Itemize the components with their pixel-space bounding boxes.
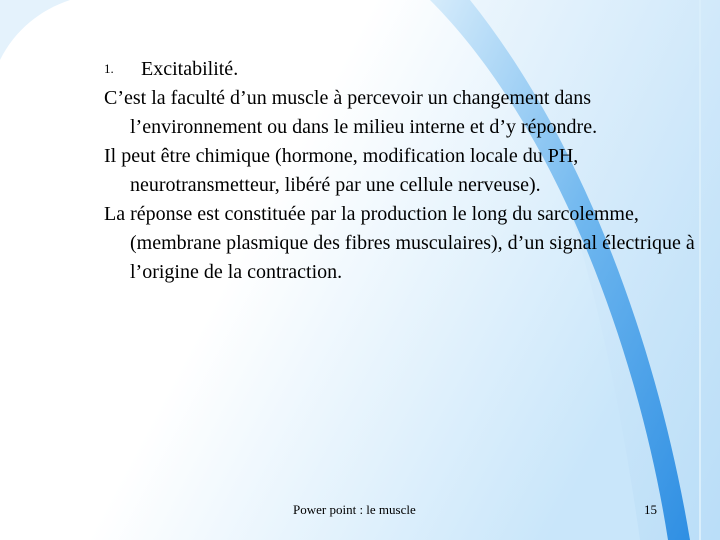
slide-heading [104, 55, 714, 84]
slide-body [104, 55, 714, 287]
page-number: 15 [644, 502, 657, 517]
heading-title: Excitabilité. [141, 58, 239, 80]
footer-title: Power point : le muscle [293, 502, 416, 517]
paragraph-response: La réponse est constituée par la production le long du sarcolemme, (membrane plasmique des fibres musculaires), d’un signal électrique à l’origine de la contraction. [104, 203, 695, 283]
paragraph-definition: C’est la faculté d’un muscle à percevoir un changement dans l’environnement ou dans le milieu interne et d’y répondre. [104, 87, 598, 138]
paragraph-stimulus: Il peut être chimique (hormone, modification locale du PH, neurotransmetteur, libéré par une cellule nerveuse). [104, 145, 579, 196]
heading-number: 1. [104, 61, 114, 76]
